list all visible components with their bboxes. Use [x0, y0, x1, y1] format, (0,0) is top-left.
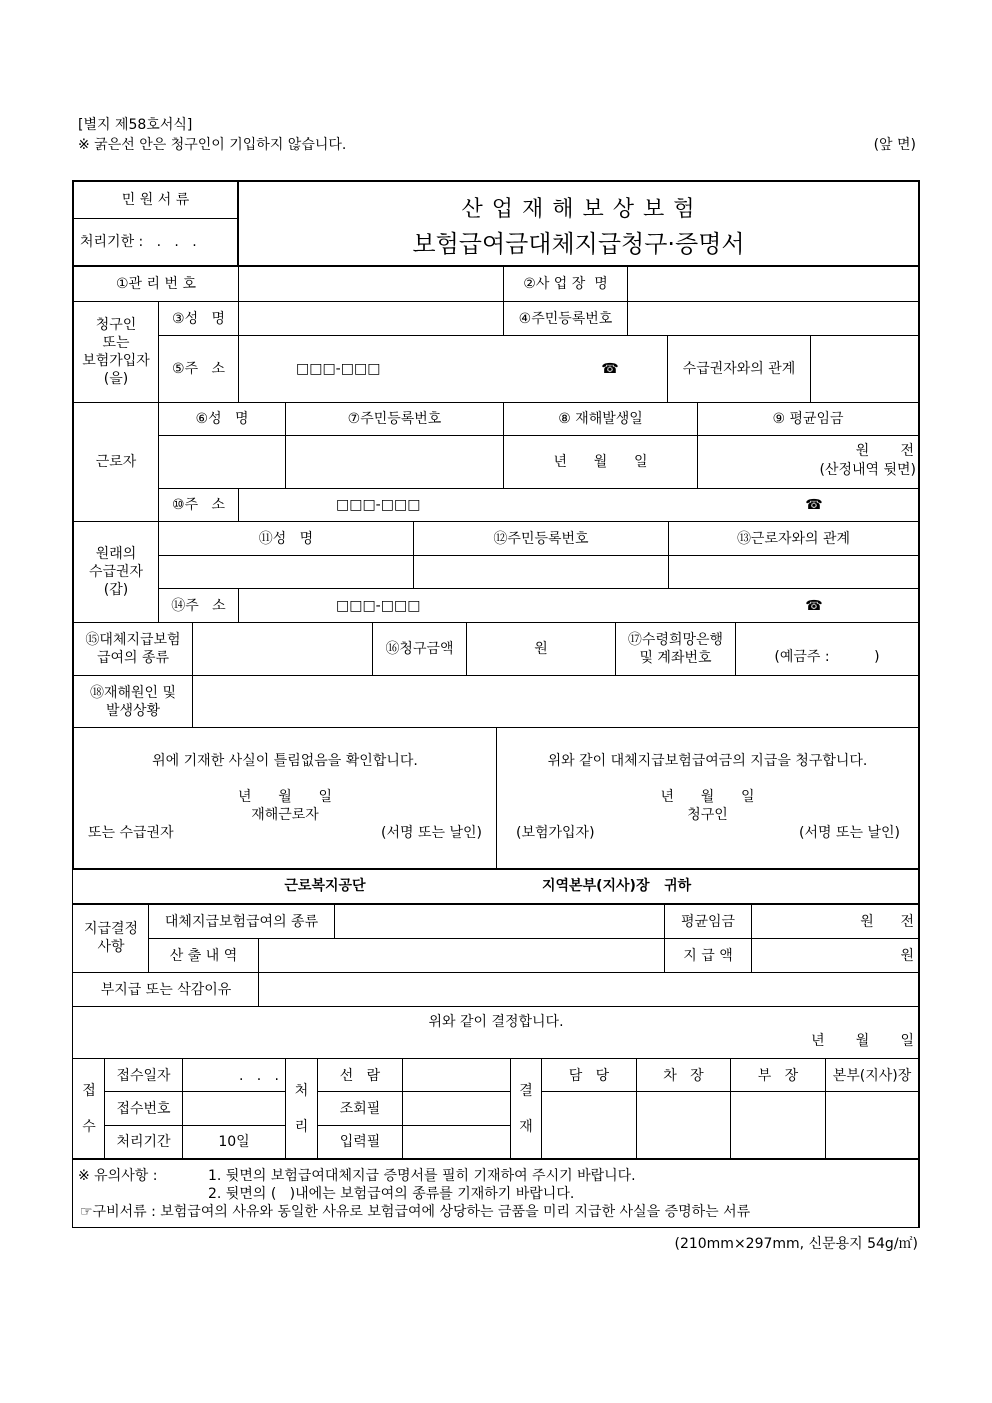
approval-deputy-field[interactable] [637, 1092, 730, 1158]
form-title-line2: 보험급여금대체지급청구·증명서 [412, 230, 745, 258]
claimant-section-label: 청구인 또는 보험가입자 (을) [82, 317, 150, 387]
processing-period-label: 처리기간 [116, 1134, 171, 1150]
receipt-section-label: 접 수 [82, 1083, 96, 1135]
original-phone-icon: ☎ [805, 597, 823, 614]
original-address-label: ⑭주 소 [171, 597, 226, 614]
business-name-field[interactable] [628, 267, 918, 301]
insured-label: (보험가입자) [516, 825, 595, 841]
original-name-field[interactable] [159, 556, 413, 588]
payment-amount-label: 지 급 액 [683, 947, 733, 964]
decision-benefit-type-label: 대체지급보험급여의 종류 [164, 913, 319, 930]
wage-calc-note: (산정내역 뒷면) [819, 462, 916, 478]
worker-postcode[interactable]: □□□-□□□ [336, 497, 421, 513]
non-payment-reason-label: 부지급 또는 삭감이유 [100, 981, 232, 998]
worker-section-label: 근로자 [95, 454, 137, 470]
worker-phone-icon: ☎ [805, 497, 823, 513]
decision-date[interactable]: 년 월 일 [811, 1033, 914, 1049]
calculation-label: 산 출 내 역 [169, 947, 238, 964]
calculation-field[interactable] [259, 939, 664, 972]
average-wage-label: ⑨ 평균임금 [772, 411, 844, 427]
accident-cause-field[interactable] [193, 676, 918, 727]
claimant-name-field[interactable] [239, 302, 503, 335]
claimant-rrn-field[interactable] [628, 302, 918, 335]
addressee-org: 근로복지공단 [284, 878, 366, 894]
original-rrn-label: ⑫주민등록번호 [493, 530, 589, 547]
worker-address-label: ⑩주 소 [172, 497, 225, 513]
paper-spec: (210mm×297mm, 신문용지 54g/㎡) [674, 1236, 918, 1252]
note-1: 1. 뒷면의 보험급여대체지급 증명서를 필히 기재하여 주시기 바랍니다. [208, 1168, 636, 1184]
benefit-type-field[interactable] [193, 623, 372, 675]
confirm-date[interactable]: 년 월 일 [238, 789, 332, 805]
relation-to-worker-field[interactable] [669, 556, 918, 588]
decision-benefit-type-field[interactable] [335, 905, 664, 938]
average-wage-unit[interactable]: 원 전 [855, 443, 914, 459]
approval-staff-label: 담 당 [568, 1067, 610, 1084]
bank-account-label: ⑰수령희망은행 및 계좌번호 [627, 632, 724, 666]
inquiry-done-label: 조회필 [339, 1100, 381, 1117]
approval-deputy-label: 차 장 [663, 1067, 704, 1084]
worker-name-label: ⑥성 명 [195, 411, 249, 427]
original-beneficiary-section-label: 원래의 수급권자 (갑) [88, 546, 144, 598]
relation-to-worker-label: ⑬근로자와의 관계 [736, 530, 851, 547]
claimant-postcode[interactable]: □□□-□□□ [296, 361, 381, 377]
approval-section-label: 결 재 [519, 1083, 533, 1135]
form-number: [별지 제58호서식] [78, 117, 193, 133]
benefit-type-label: ⑮대체지급보험 급여의 종류 [85, 632, 181, 666]
relation-to-beneficiary-label: 수급권자와의 관계 [682, 361, 796, 377]
decision-average-wage-label: 평균임금 [680, 913, 736, 930]
approval-manager-field[interactable] [731, 1092, 825, 1158]
receipt-date-field[interactable]: . . . [238, 1067, 279, 1084]
management-number-field[interactable] [239, 267, 503, 301]
receipt-number-label: 접수번호 [116, 1100, 171, 1117]
claim-amount-label: ⑯청구금액 [385, 641, 454, 657]
approval-head-field[interactable] [826, 1092, 918, 1158]
decision-section-label: 지급결정 사항 [83, 921, 139, 955]
management-number-label: ①관 리 번 호 [116, 276, 196, 292]
confirm-signature[interactable]: (서명 또는 날인) [381, 825, 482, 841]
worker-rrn-label: ⑦주민등록번호 [347, 411, 442, 427]
note-2: 2. 뒷면의 ( )내에는 보험급여의 종류를 기재하기 바랍니다. [208, 1186, 575, 1202]
confirm-beneficiary-label: 또는 수급권자 [88, 825, 174, 841]
handling-section-label: 처 리 [294, 1083, 309, 1135]
business-name-label: ②사 업 장 명 [523, 276, 608, 292]
processing-period-value: 10일 [218, 1134, 250, 1150]
claim-statement: 위와 같이 대체지급보험급여금의 지급을 청구합니다. [547, 753, 868, 769]
receipt-date-label: 접수일자 [116, 1067, 171, 1084]
input-done-label: 입력필 [339, 1134, 381, 1150]
notice-text: ※ 굵은선 안은 청구인이 기입하지 않습니다. [78, 137, 347, 153]
payment-amount-field[interactable]: 원 [900, 947, 914, 964]
claimant-rrn-label: ④주민등록번호 [518, 310, 613, 327]
required-documents: ☞구비서류 : 보험급여의 사유와 동일한 사유로 보험급여에 상당하는 금품을 미리 지급한 사실을 증명하는 서류 [80, 1204, 751, 1220]
claimant-name-label: ③성 명 [172, 310, 225, 327]
accident-date-label: ⑧ 재해발생일 [558, 411, 643, 427]
approval-head-label: 본부(지사)장 [832, 1067, 912, 1084]
relation-to-beneficiary-field[interactable] [811, 336, 918, 402]
approval-staff-field[interactable] [542, 1092, 636, 1158]
original-rrn-field[interactable] [414, 556, 668, 588]
accident-cause-label: ⑱재해원인 및 발생상황 [89, 684, 177, 719]
document-type-label: 민 원 서 류 [121, 192, 190, 208]
reviewed-label: 선 람 [339, 1067, 381, 1084]
reviewed-field[interactable] [403, 1060, 510, 1091]
receipt-number-field[interactable] [183, 1092, 285, 1125]
worker-name-field[interactable] [159, 436, 285, 488]
addressee-branch: 지역본부(지사)장 귀하 [542, 878, 692, 894]
claim-signature[interactable]: (서명 또는 날인) [799, 825, 900, 841]
form-title-line1: 산 업 재 해 보 상 보 험 [461, 197, 696, 222]
notes-label: ※ 유의사항 : [78, 1168, 158, 1184]
approval-manager-label: 부 장 [757, 1067, 799, 1084]
accident-date-field[interactable]: 년 월 일 [553, 454, 648, 470]
claimant-label: 청구인 [687, 807, 728, 823]
input-done-field[interactable] [403, 1126, 510, 1158]
page-side: (앞 면) [873, 137, 916, 153]
claim-amount-field[interactable]: 원 [534, 641, 548, 657]
account-holder-field[interactable]: (예금주 : ) [774, 649, 880, 665]
decision-average-wage-field[interactable]: 원 전 [860, 913, 914, 930]
worker-rrn-field[interactable] [286, 436, 503, 488]
original-postcode[interactable]: □□□-□□□ [336, 597, 421, 614]
processing-deadline: 처리기한 : . . . [80, 234, 197, 250]
claimant-phone-icon: ☎ [601, 361, 619, 377]
claim-date[interactable]: 년 월 일 [660, 789, 755, 805]
inquiry-done-field[interactable] [403, 1092, 510, 1125]
claimant-address-label: ⑤주 소 [172, 361, 225, 377]
non-payment-reason-field[interactable] [259, 973, 918, 1006]
decision-statement: 위와 같이 결정합니다. [428, 1014, 564, 1030]
confirm-worker-label: 재해근로자 [251, 807, 319, 823]
original-name-label: ⑪성 명 [258, 530, 314, 547]
confirm-statement: 위에 기재한 사실이 틀림없음을 확인합니다. [152, 753, 418, 769]
